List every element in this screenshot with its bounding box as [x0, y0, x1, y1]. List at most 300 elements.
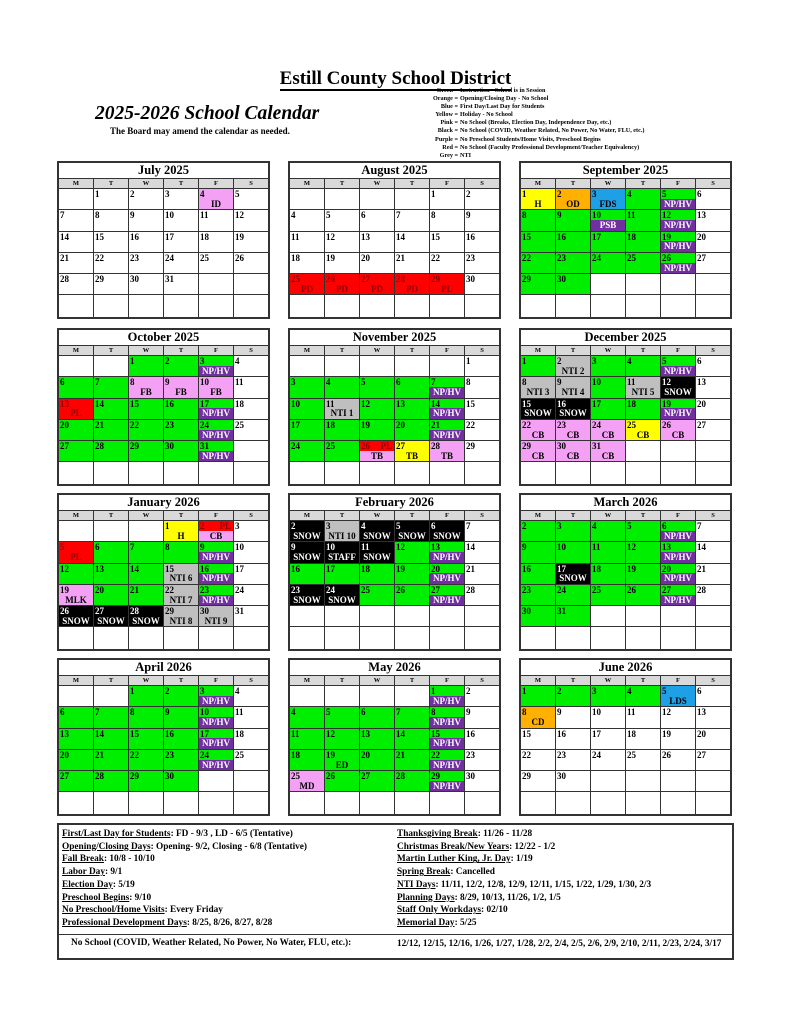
empty-cell [325, 295, 360, 316]
legend-item [400, 144, 644, 152]
day-cell [661, 750, 696, 771]
month-title: November 2025 [290, 330, 499, 346]
week-row [290, 295, 499, 316]
day-cell [199, 521, 234, 542]
note-key: Thanksgiving Break [397, 829, 478, 839]
day-event-label: NTI 8 [169, 615, 193, 626]
weekday-label: F [661, 179, 696, 189]
legend-item [400, 111, 644, 119]
week-row [521, 792, 730, 813]
month-title: December 2025 [521, 330, 730, 346]
note-key: First/Last Day for Students [62, 829, 171, 839]
day-event-label: CB [601, 429, 615, 440]
day-event-label: SNOW [664, 387, 692, 398]
week-row [521, 521, 730, 542]
day-cell [199, 606, 234, 627]
month-title: August 2025 [290, 163, 499, 179]
day-number: 3 [592, 189, 597, 199]
note-value: : 12/22 - 1/2 [509, 841, 556, 852]
day-number: 20 [697, 728, 706, 739]
empty-cell [290, 627, 325, 648]
day-number: 14 [130, 563, 139, 574]
day-cell [164, 542, 199, 563]
day-cell [325, 441, 360, 462]
legend-color-key: Blue = [440, 103, 458, 111]
month-title: January 2026 [59, 495, 268, 511]
day-event-label: SNOW [363, 530, 391, 541]
week-row [521, 627, 730, 648]
week-row [59, 377, 268, 398]
day-cell [626, 399, 661, 420]
empty-cell [696, 295, 730, 316]
day-number: 24 [291, 441, 300, 452]
empty-cell [59, 521, 94, 542]
day-number: 4 [200, 189, 205, 199]
day-cell [325, 542, 360, 563]
week-row [290, 420, 499, 441]
day-event-label: TB [405, 450, 418, 461]
note-item [397, 917, 651, 930]
day-cell [626, 521, 661, 542]
note-item [62, 879, 307, 892]
week-row [521, 542, 730, 563]
empty-cell [199, 771, 234, 792]
day-number: 2 [522, 521, 527, 531]
day-cell [521, 441, 556, 462]
day-cell [59, 399, 94, 420]
day-number: 9 [466, 707, 471, 718]
day-cell [521, 750, 556, 771]
day-number: 8 [431, 707, 436, 718]
day-number: 23 [557, 419, 566, 430]
week-row [59, 295, 268, 316]
day-number: 17 [592, 398, 601, 409]
day-number: 7 [396, 210, 401, 221]
day-number: 23 [466, 252, 475, 263]
day-cell [430, 420, 465, 441]
day-number: 21 [396, 749, 405, 760]
day-number: 23 [557, 749, 566, 760]
day-event-label: CB [636, 429, 650, 440]
day-number: 8 [130, 377, 135, 388]
day-number: 30 [557, 771, 566, 782]
day-cell [94, 420, 129, 441]
day-number: 15 [522, 398, 531, 409]
day-cell [430, 274, 465, 295]
day-cell [521, 707, 556, 728]
day-cell [59, 274, 94, 295]
empty-cell [94, 792, 129, 813]
empty-cell [360, 356, 395, 377]
weekday-label: M [521, 511, 556, 521]
day-cell [521, 542, 556, 563]
day-cell [465, 585, 499, 606]
day-cell [395, 585, 430, 606]
empty-cell [696, 627, 730, 648]
day-number: 6 [60, 377, 65, 388]
empty-cell [626, 274, 661, 295]
day-number: 15 [130, 398, 139, 409]
day-cell [556, 750, 591, 771]
day-cell [521, 377, 556, 398]
day-event-label: NTI 5 [631, 387, 655, 398]
weekday-label: T [325, 511, 360, 521]
day-cell [430, 771, 465, 792]
month-title: February 2026 [290, 495, 499, 511]
day-number: 8 [522, 377, 527, 388]
day-event-label: NP/HV [199, 738, 233, 749]
day-cell [94, 399, 129, 420]
note-key: Preschool Begins [62, 892, 130, 903]
day-event-label: MLK [65, 594, 87, 605]
no-school-label: No School (COVID, Weather Related, No Power, No Water, FLU, etc.): [71, 938, 352, 948]
empty-cell [430, 792, 465, 813]
day-cell [521, 521, 556, 542]
day-number: 5 [361, 377, 366, 388]
week-row [290, 274, 499, 295]
day-number: 11 [361, 542, 370, 553]
day-cell [661, 253, 696, 274]
day-cell [59, 232, 94, 253]
weekday-label: M [59, 346, 94, 356]
day-cell [234, 606, 268, 627]
day-cell [696, 729, 730, 750]
weekday-label: M [521, 676, 556, 686]
month-calendar [519, 161, 732, 319]
empty-cell [129, 462, 164, 483]
week-row [59, 750, 268, 771]
day-cell [290, 274, 325, 295]
day-number: 4 [235, 686, 240, 696]
day-number: 14 [95, 398, 104, 409]
day-number: 12 [662, 377, 671, 388]
empty-cell [94, 295, 129, 316]
weekday-label: T [325, 346, 360, 356]
day-number: 28 [396, 274, 405, 285]
day-number: 17 [291, 419, 300, 430]
weekday-label: M [290, 179, 325, 189]
day-cell [234, 420, 268, 441]
day-cell [591, 729, 626, 750]
day-cell [465, 399, 499, 420]
week-row [521, 253, 730, 274]
day-number: 25 [627, 419, 636, 430]
empty-cell [521, 295, 556, 316]
day-event-label: H [177, 530, 185, 541]
day-number: 20 [396, 419, 405, 430]
day-number: 13 [60, 398, 69, 409]
day-number: 25 [627, 749, 636, 760]
day-cell [591, 210, 626, 231]
day-event-label: CB [671, 429, 685, 440]
note-key: Spring Break [397, 867, 451, 878]
day-cell [199, 585, 234, 606]
day-number: 9 [130, 210, 135, 221]
day-cell [325, 274, 360, 295]
day-cell [556, 274, 591, 295]
day-cell [465, 771, 499, 792]
day-number: 30 [165, 441, 174, 452]
note-value: : 8/25, 8/26, 8/27, 8/28 [186, 917, 273, 928]
day-number: 15 [522, 728, 531, 739]
day-number: 8 [522, 210, 527, 221]
day-cell [234, 585, 268, 606]
week-row [59, 399, 268, 420]
day-number: 13 [697, 377, 706, 388]
day-cell [94, 189, 129, 210]
week-row [521, 686, 730, 707]
day-cell [395, 274, 430, 295]
notes-right [397, 828, 651, 930]
day-number: 1 [165, 521, 170, 531]
week-row [521, 210, 730, 231]
legend-color-key: Pink = [440, 119, 458, 127]
day-cell [521, 232, 556, 253]
day-cell [556, 377, 591, 398]
day-number: 26 [326, 771, 335, 782]
day-number: 25 [200, 252, 209, 263]
day-number: 15 [431, 728, 440, 739]
weekday-label: T [164, 346, 199, 356]
day-number: 31 [592, 441, 601, 452]
day-number: 20 [697, 398, 706, 409]
day-number: 9 [557, 210, 562, 221]
day-event-label: CB [531, 450, 545, 461]
day-number: 25 [235, 749, 244, 760]
day-event-label: SNOW [363, 552, 391, 563]
day-event-label: NP/HV [199, 552, 233, 563]
week-row [521, 399, 730, 420]
day-cell [290, 542, 325, 563]
weekday-label: T [94, 676, 129, 686]
day-number: 22 [466, 419, 475, 430]
day-cell [164, 606, 199, 627]
note-key: Memorial Day [397, 917, 455, 928]
day-event-label: NTI 6 [169, 573, 193, 584]
day-number: 29 [431, 771, 440, 782]
day-number: 14 [95, 728, 104, 739]
day-cell [430, 585, 465, 606]
note-item [62, 917, 307, 930]
weekday-label: S [465, 346, 499, 356]
day-number: 3 [291, 377, 296, 388]
week-row [59, 189, 268, 210]
empty-cell [234, 441, 268, 462]
day-event-label: OD [566, 198, 580, 209]
empty-cell [626, 441, 661, 462]
empty-cell [325, 686, 360, 707]
day-number: 16 [291, 563, 300, 574]
day-cell [290, 441, 325, 462]
day-event-label: NP/HV [199, 430, 233, 441]
day-cell [465, 729, 499, 750]
day-number: 13 [431, 542, 440, 553]
day-number: 2 [557, 356, 562, 366]
weekday-label: M [290, 511, 325, 521]
day-event-label: SNOW [293, 552, 321, 563]
empty-cell [360, 295, 395, 316]
empty-cell [521, 627, 556, 648]
day-number: 10 [235, 542, 244, 553]
day-number: 21 [95, 749, 104, 760]
day-number: 22 [431, 749, 440, 760]
day-number: 17 [326, 563, 335, 574]
day-cell [556, 707, 591, 728]
day-cell [360, 564, 395, 585]
day-number: 26 [662, 419, 671, 430]
weekday-label: W [360, 179, 395, 189]
day-number: 15 [95, 231, 104, 242]
day-cell [696, 210, 730, 231]
day-event-label: NTI 10 [328, 530, 356, 541]
day-cell [430, 253, 465, 274]
day-number: 2 [466, 189, 471, 199]
day-number: 20 [697, 231, 706, 242]
day-number: 13 [697, 210, 706, 221]
day-number: 20 [60, 749, 69, 760]
day-cell [696, 356, 730, 377]
empty-cell [199, 274, 234, 295]
day-cell [465, 542, 499, 563]
day-number: 17 [592, 231, 601, 242]
legend-color-key: Grey = [439, 151, 458, 159]
day-number: 26 [662, 252, 671, 263]
day-cell [164, 686, 199, 707]
day-cell [661, 686, 696, 707]
day-number: 29 [431, 274, 440, 285]
day-cell [661, 189, 696, 210]
note-item [62, 866, 307, 879]
day-number: 10 [326, 542, 335, 553]
day-cell [164, 356, 199, 377]
day-cell [234, 253, 268, 274]
day-cell [59, 441, 94, 462]
day-number: 26 [60, 606, 69, 617]
empty-cell [199, 462, 234, 483]
day-number: 30 [130, 274, 139, 285]
day-cell [465, 750, 499, 771]
day-cell [556, 420, 591, 441]
weekday-label: W [360, 511, 395, 521]
day-cell [129, 564, 164, 585]
day-number: 11 [235, 377, 244, 388]
day-cell [290, 210, 325, 231]
legend-item [400, 136, 644, 144]
day-cell [199, 750, 234, 771]
day-cell [94, 210, 129, 231]
day-cell [661, 585, 696, 606]
day-cell [164, 253, 199, 274]
day-cell [59, 750, 94, 771]
week-row [290, 232, 499, 253]
weekday-header [59, 346, 268, 356]
weekday-label: M [521, 346, 556, 356]
day-number: 23 [522, 584, 531, 595]
day-cell [465, 377, 499, 398]
day-number: 26 [361, 441, 370, 452]
note-item [397, 841, 651, 854]
day-number: 31 [200, 441, 209, 452]
day-number: 2 [165, 686, 170, 696]
weekday-label: T [164, 511, 199, 521]
note-value: : 5/19 [112, 879, 135, 890]
day-event-label: NP/HV [430, 738, 464, 749]
day-number: 14 [60, 231, 69, 242]
weekday-label: F [661, 676, 696, 686]
day-number: 11 [627, 707, 636, 718]
day-number: 24 [592, 252, 601, 263]
day-cell [556, 189, 591, 210]
legend-color-key: Black = [437, 127, 458, 135]
weekday-header [521, 179, 730, 189]
weekday-label: T [395, 179, 430, 189]
empty-cell [696, 441, 730, 462]
empty-cell [430, 627, 465, 648]
weekday-header [290, 676, 499, 686]
day-number: 11 [627, 210, 636, 221]
day-number: 6 [662, 521, 667, 531]
weekday-label: S [696, 346, 730, 356]
day-number: 13 [361, 728, 370, 739]
day-number: 8 [466, 377, 471, 388]
day-number: 7 [130, 542, 135, 553]
day-number: 20 [431, 563, 440, 574]
day-cell [626, 729, 661, 750]
day-number: 18 [627, 398, 636, 409]
day-number: 11 [627, 377, 636, 388]
day-number: 23 [165, 749, 174, 760]
day-number: 25 [291, 274, 300, 285]
day-number: 1 [431, 189, 436, 199]
empty-cell [94, 356, 129, 377]
day-cell [164, 750, 199, 771]
day-number: 12 [662, 210, 671, 221]
day-cell [234, 521, 268, 542]
note-key: Christmas Break/New Years [397, 841, 510, 852]
legend-item [400, 103, 644, 111]
empty-cell [164, 627, 199, 648]
day-number: 27 [697, 252, 706, 263]
day-number: 8 [95, 210, 100, 221]
day-cell [626, 210, 661, 231]
day-cell [129, 542, 164, 563]
day-cell [521, 399, 556, 420]
day-number: 3 [200, 686, 205, 696]
note-value: : Cancelled [450, 867, 495, 878]
day-cell [129, 420, 164, 441]
day-number: 11 [291, 231, 300, 242]
day-cell [325, 729, 360, 750]
empty-cell [661, 606, 696, 627]
empty-cell [626, 771, 661, 792]
weekday-label: W [129, 346, 164, 356]
day-number: 19 [326, 749, 335, 760]
day-cell [234, 564, 268, 585]
empty-cell [465, 462, 499, 483]
day-event-label: PD [406, 283, 418, 294]
weekday-label: F [199, 346, 234, 356]
note-item [397, 828, 651, 841]
day-number: 4 [291, 210, 296, 221]
weekday-label: T [626, 179, 661, 189]
day-cell [556, 253, 591, 274]
day-cell [626, 750, 661, 771]
day-cell [626, 707, 661, 728]
day-number: 7 [466, 521, 471, 531]
empty-cell [94, 686, 129, 707]
empty-cell [521, 462, 556, 483]
day-event-label: NP/HV [430, 717, 464, 728]
